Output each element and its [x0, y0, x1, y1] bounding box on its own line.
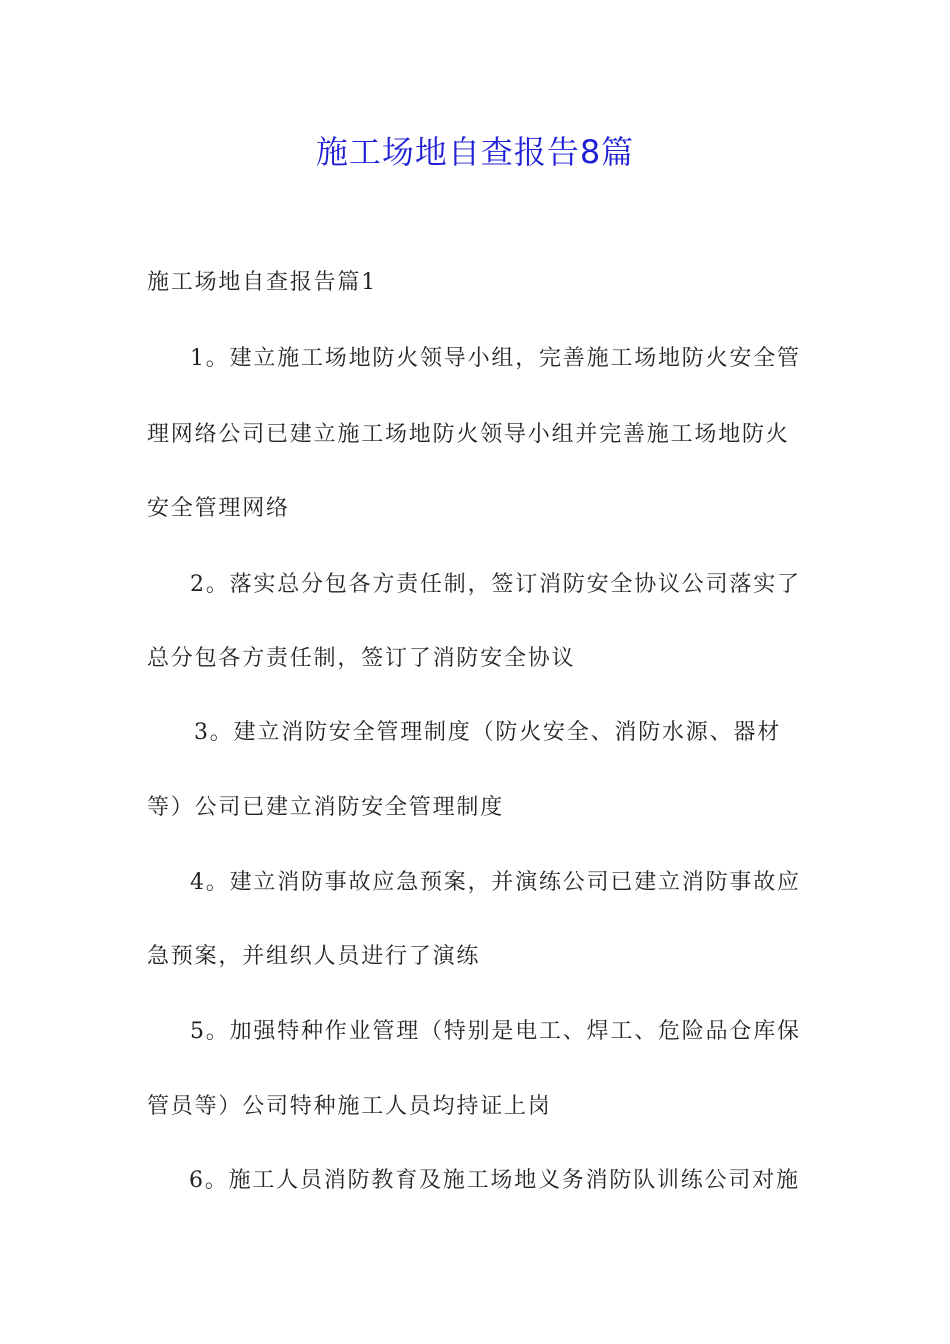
section-heading: 施工场地自查报告篇1	[147, 270, 377, 295]
paragraph-1-line-2: 理网络公司已建立施工场地防火领导小组并完善施工场地防火	[147, 422, 790, 447]
paragraph-4-line-2: 急预案，并组织人员进行了演练	[147, 944, 481, 969]
paragraph-5-line-1: 5。加强特种作业管理（特别是电工、焊工、危险品仓库保	[190, 1019, 801, 1044]
paragraph-1-line-3: 安全管理网络	[147, 496, 290, 521]
paragraph-3-line-2: 等）公司已建立消防安全管理制度	[147, 795, 505, 820]
document-title: 施工场地自查报告8篇	[315, 133, 635, 171]
paragraph-2-line-1: 2。落实总分包各方责任制，签订消防安全协议公司落实了	[190, 572, 801, 597]
paragraph-6-line-1: 6。施工人员消防教育及施工场地义务消防队训练公司对施	[189, 1168, 800, 1193]
paragraph-1-line-1: 1。建立施工场地防火领导小组，完善施工场地防火安全管	[190, 346, 801, 371]
paragraph-4-line-1: 4。建立消防事故应急预案，并演练公司已建立消防事故应	[190, 870, 801, 895]
paragraph-2-line-2: 总分包各方责任制，签订了消防安全协议	[147, 646, 576, 671]
paragraph-3-line-1: 3。建立消防安全管理制度（防火安全、消防水源、器材	[194, 720, 781, 745]
paragraph-5-line-2: 管员等）公司特种施工人员均持证上岗	[147, 1094, 552, 1119]
